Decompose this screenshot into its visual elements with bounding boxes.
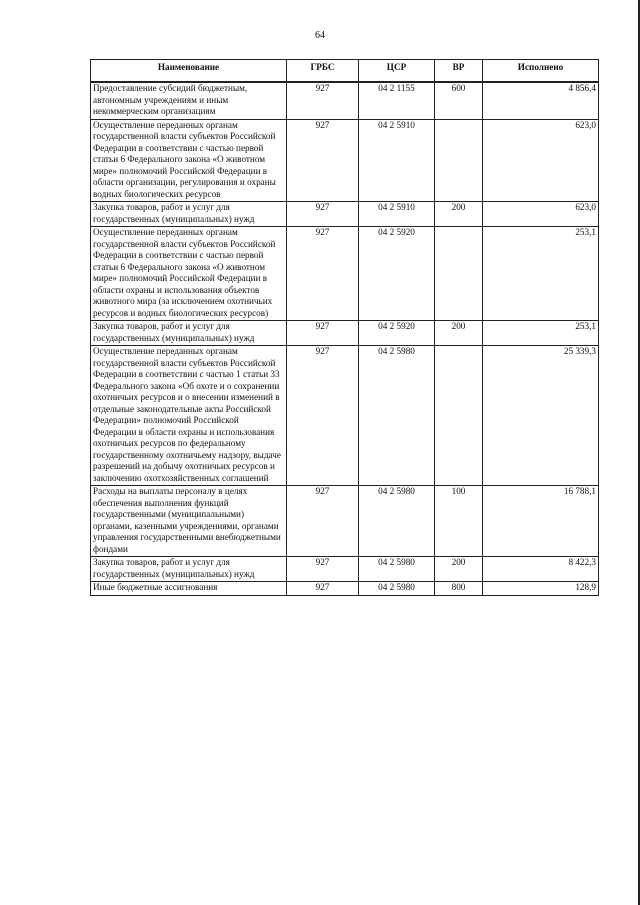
header-executed: Исполнено: [483, 60, 599, 83]
row-executed: 253,1: [483, 227, 599, 321]
row-name: Предоставление субсидий бюджетным, автономным учреждениям и иным некоммерческим организациям: [91, 82, 287, 119]
row-csr: 04 2 5920: [359, 321, 435, 346]
row-csr: 04 2 5910: [359, 119, 435, 202]
table-row: [91, 486, 599, 557]
row-csr: 04 2 1155: [359, 82, 435, 119]
row-executed: 623,0: [483, 119, 599, 202]
row-csr: 04 2 5910: [359, 202, 435, 227]
table-row: [91, 582, 599, 596]
header-grbs: ГРБС: [287, 60, 359, 83]
row-vr: 200: [435, 557, 483, 582]
row-grbs: 927: [287, 582, 359, 596]
row-name: Закупка товаров, работ и услуг для государственных (муниципальных) нужд: [91, 557, 287, 582]
row-csr: 04 2 5980: [359, 582, 435, 596]
table-row: [91, 346, 599, 486]
row-csr: 04 2 5980: [359, 486, 435, 557]
row-grbs: 927: [287, 321, 359, 346]
row-grbs: 927: [287, 202, 359, 227]
row-name: Закупка товаров, работ и услуг для государственных (муниципальных) нужд: [91, 321, 287, 346]
row-name: Расходы на выплаты персоналу в целях обеспечения выполнения функций государственными (муниципальными) органами, казенными учреждениями, органами управления государственными внебюджетными фондами: [91, 486, 287, 557]
row-vr: 200: [435, 321, 483, 346]
table-row: [91, 82, 599, 119]
row-name: Осуществление переданных органам государственной власти субъектов Российской Федерации в соответствии с частью первой статьи 6 Федерального закона «О животном мире» полномочий Российской Федерации в области охраны и использования объектов животного мира (за исключением охотничьих ресурсов и водных биологических ресурсов): [91, 227, 287, 321]
page-number: 64: [315, 30, 325, 41]
table-row: [91, 321, 599, 346]
row-grbs: 927: [287, 119, 359, 202]
row-executed: 16 788,1: [483, 486, 599, 557]
table-row: [91, 557, 599, 582]
table-row: [91, 227, 599, 321]
header-name: Наименование: [91, 60, 287, 83]
row-vr: 200: [435, 202, 483, 227]
header-vr: ВР: [435, 60, 483, 83]
row-vr: [435, 346, 483, 486]
row-grbs: 927: [287, 227, 359, 321]
row-vr: 100: [435, 486, 483, 557]
table-row: [91, 202, 599, 227]
row-grbs: 927: [287, 82, 359, 119]
row-grbs: 927: [287, 346, 359, 486]
row-grbs: 927: [287, 557, 359, 582]
row-vr: [435, 227, 483, 321]
row-executed: 623,0: [483, 202, 599, 227]
row-executed: 128,9: [483, 582, 599, 596]
row-executed: 253,1: [483, 321, 599, 346]
row-csr: 04 2 5980: [359, 557, 435, 582]
row-vr: [435, 119, 483, 202]
row-executed: 4 856,4: [483, 82, 599, 119]
budget-execution-table: [90, 59, 599, 596]
header-csr: ЦСР: [359, 60, 435, 83]
row-name: Осуществление переданных органам государственной власти субъектов Российской Федерации в соответствии с частью 1 статьи 33 Федерального закона «Об охоте и о сохранении охотничьих ресурсов и о внесении изменений в отдельные законодательные акты Российской Федерации» полномочий Российской Федерации в области охраны и использования охотничьих ресурсов по федеральному государственному охотничьему надзору, выдаче разрешений на добычу охотничьих ресурсов и заключению охотхозяйственных соглашений: [91, 346, 287, 486]
row-executed: 8 422,3: [483, 557, 599, 582]
row-vr: 800: [435, 582, 483, 596]
row-executed: 25 339,3: [483, 346, 599, 486]
row-name: Иные бюджетные ассигнования: [91, 582, 287, 596]
table-row: [91, 119, 599, 202]
row-name: Закупка товаров, работ и услуг для государственных (муниципальных) нужд: [91, 202, 287, 227]
table-header-row: [91, 60, 599, 83]
row-grbs: 927: [287, 486, 359, 557]
row-csr: 04 2 5980: [359, 346, 435, 486]
row-csr: 04 2 5920: [359, 227, 435, 321]
row-name: Осуществление переданных органам государственной власти субъектов Российской Федерации в соответствии с частью первой статьи 6 Федерального закона «О животном мире» полномочий Российской Федерации в области организации, регулирования и охраны водных биологических ресурсов: [91, 119, 287, 202]
row-vr: 600: [435, 82, 483, 119]
